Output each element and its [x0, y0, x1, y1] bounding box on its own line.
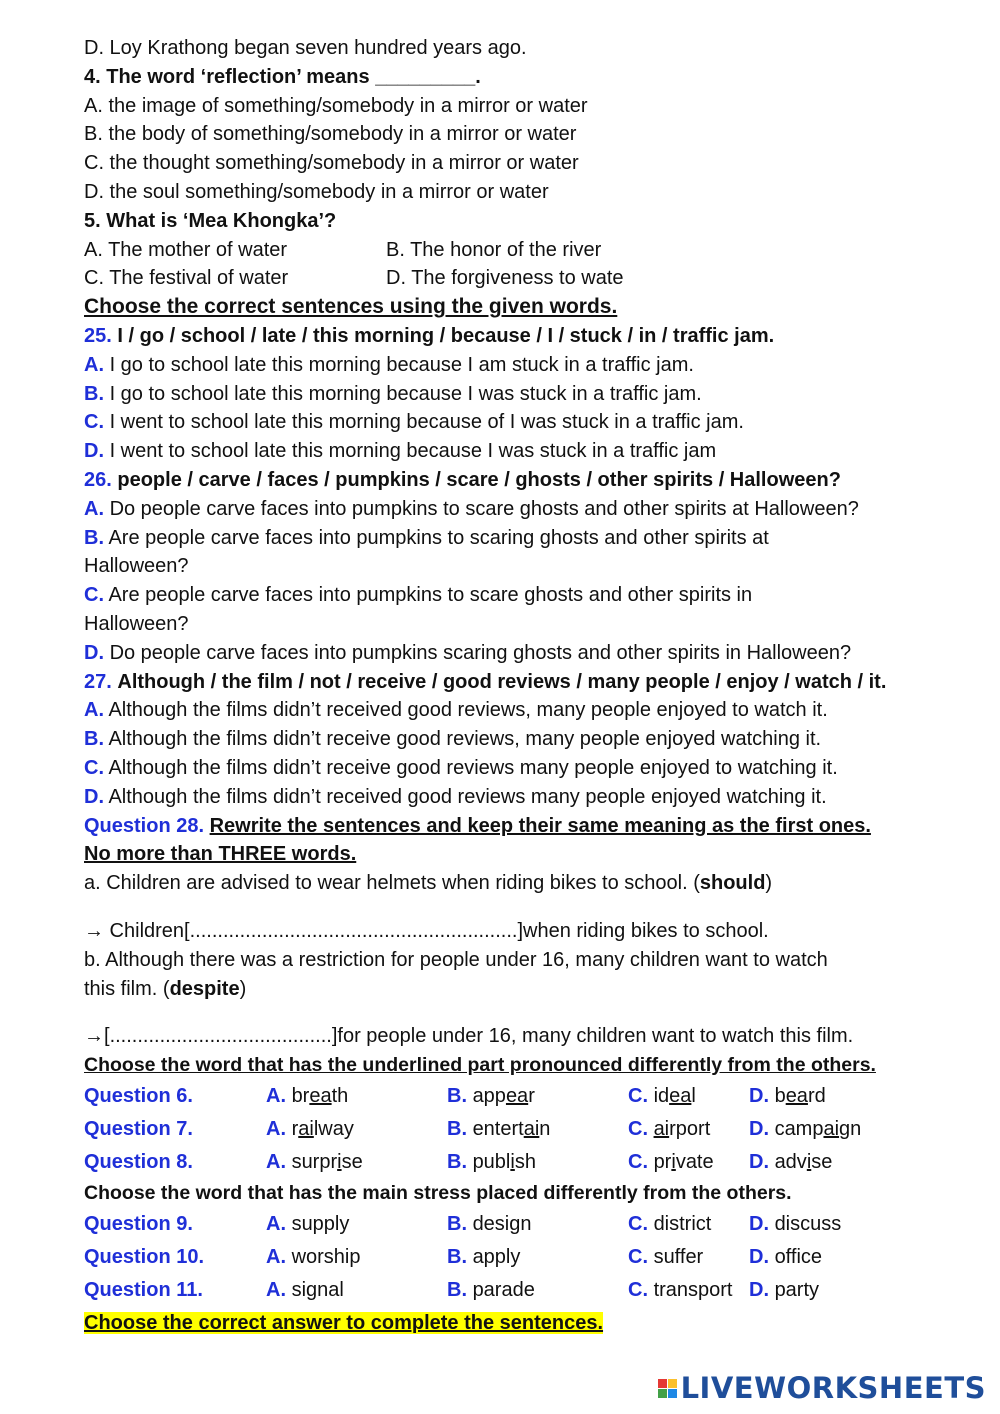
option-letter: D. — [84, 785, 104, 808]
option-text: Are people carve faces into pumpkins to scaring ghosts and other spirits at — [108, 526, 769, 549]
q26-number: 26. — [84, 468, 112, 491]
q5-option-b: B. The honor of the river — [386, 238, 602, 261]
q28-b-answer-line — [84, 1022, 924, 1051]
q28-a-sentence — [84, 869, 924, 898]
word-part-pre: adv — [774, 1150, 807, 1173]
final-heading: Choose the correct answer to complete the sentences. — [84, 1311, 604, 1334]
stress-question-row — [84, 1241, 924, 1274]
q25-prompt — [84, 322, 924, 351]
option-text: Are people carve faces into pumpkins to scare ghosts and other spirits in — [108, 584, 753, 607]
option-word: transport — [653, 1278, 733, 1301]
option-letter: B. — [447, 1212, 467, 1235]
pronunciation-option[interactable] — [749, 1113, 861, 1146]
q5-option-d: D. The forgiveness to wate — [386, 267, 624, 290]
stress-heading: Choose the word that has the main stress placed differently from the others. — [84, 1181, 792, 1204]
q27-option-c — [84, 754, 924, 783]
q4-option-a: A. the image of something/somebody in a mirror or water — [84, 94, 588, 117]
q28-instruction: Rewrite the sentences and keep their same meaning as the first ones. — [209, 814, 871, 837]
word-part-pre: entert — [472, 1117, 524, 1140]
option-letter: B. — [84, 728, 104, 751]
q28-b-sentence-continued — [84, 975, 924, 1004]
q5-options-row-2 — [84, 264, 924, 293]
q25-number: 25. — [84, 324, 112, 347]
pronunciation-option[interactable] — [749, 1080, 826, 1113]
option-letter: C. — [84, 756, 104, 779]
pronunciation-question-row — [84, 1146, 924, 1179]
logo-square-4 — [668, 1389, 677, 1398]
option-text: I go to school late this morning because I was stuck in a traffic jam. — [109, 382, 702, 405]
pronunciation-option[interactable] — [447, 1113, 550, 1146]
q4-option-b: B. the body of something/somebody in a mirror or water — [84, 123, 577, 146]
q27-prompt-text: Although / the film / not / receive / good reviews / many people / enjoy / watch / it. — [117, 670, 887, 693]
pronunciation-option[interactable] — [628, 1080, 696, 1113]
option-word: parade — [472, 1278, 535, 1301]
option-word: design — [472, 1212, 532, 1235]
word-part-post: r — [528, 1084, 535, 1107]
q27-option-d — [84, 783, 924, 812]
word-part-pre: b — [774, 1084, 786, 1107]
pronunciation-option[interactable] — [266, 1146, 363, 1179]
word-underlined-part: i — [337, 1150, 342, 1173]
final-heading-line — [84, 1309, 924, 1338]
option-word: apply — [472, 1245, 521, 1268]
word-part-pre: publ — [472, 1150, 511, 1173]
option-letter: B. — [447, 1150, 467, 1173]
pronunciation-option[interactable] — [447, 1080, 535, 1113]
option-text: Although the films didn’t receive good reviews, many people enjoyed watching it. — [108, 728, 822, 751]
stress-option[interactable] — [447, 1241, 520, 1274]
word-part-pre: surpr — [291, 1150, 338, 1173]
option-text: Although the films didn’t received good reviews, many people enjoyed to watch it. — [108, 699, 828, 722]
q28-a-answer-blank[interactable]: ........................................................... — [189, 919, 518, 942]
q28-a-answer-prefix: → Children[ — [84, 919, 190, 942]
option-letter: C. — [628, 1278, 648, 1301]
prev-question-option-d: D. Loy Krathong began seven hundred years ago. — [84, 37, 527, 59]
question-label: Question 7. — [84, 1117, 193, 1140]
option-word: signal — [291, 1278, 344, 1301]
q28-instruction-2: No more than THREE words. — [84, 843, 357, 866]
q25-option-d — [84, 437, 924, 466]
q25-option-c — [84, 408, 924, 437]
word-part-post: se — [341, 1150, 363, 1173]
stress-option[interactable] — [447, 1274, 535, 1307]
q28-b-sentence: b. Although there was a restriction for people under 16, many children want to watch — [84, 948, 828, 971]
q28-a-answer-line — [84, 917, 924, 946]
option-letter: B. — [84, 382, 104, 405]
option-letter: C. — [84, 584, 104, 607]
word-part-post: th — [331, 1084, 349, 1107]
stress-option[interactable] — [749, 1241, 822, 1274]
option-letter: D. — [749, 1150, 769, 1173]
q25-option-b — [84, 380, 924, 409]
word-part-post: gn — [839, 1117, 862, 1140]
q28-a-close: ) — [765, 872, 773, 895]
word-part-post: lway — [313, 1117, 354, 1140]
option-word: suffer — [653, 1245, 704, 1268]
q25-option-a — [84, 351, 924, 380]
q28-b-close: ) — [239, 977, 247, 1000]
pronunciation-option[interactable] — [628, 1146, 714, 1179]
option-letter: A. — [266, 1278, 286, 1301]
q26-option-d — [84, 639, 924, 668]
option-letter: C. — [628, 1150, 648, 1173]
stress-option[interactable] — [447, 1208, 532, 1241]
question-label: Question 11. — [84, 1278, 203, 1301]
q4-option-c: C. the thought something/somebody in a mirror or water — [84, 152, 579, 175]
q27-option-a — [84, 696, 924, 725]
pronunciation-option[interactable] — [266, 1113, 354, 1146]
word-part-post: se — [811, 1150, 833, 1173]
option-text: Although the films didn’t received good reviews many people enjoyed watching it. — [108, 785, 827, 808]
stress-option[interactable] — [628, 1208, 711, 1241]
option-text: Although the films didn’t receive good reviews many people enjoyed to watching it. — [108, 756, 838, 779]
logo-square-2 — [668, 1379, 677, 1388]
q28-a-answer-suffix: ]when riding bikes to school. — [517, 919, 769, 942]
word-underlined-part: ea — [505, 1084, 529, 1107]
word-part-pre: id — [653, 1084, 670, 1107]
q5-option-a: A. The mother of water — [84, 238, 288, 261]
stress-option[interactable] — [628, 1274, 733, 1307]
q5-stem: 5. What is ‘Mea Khongka’? — [84, 209, 337, 232]
option-word: supply — [291, 1212, 350, 1235]
option-word: worship — [291, 1245, 361, 1268]
option-letter: C. — [628, 1245, 648, 1268]
word-part-post: l — [691, 1084, 696, 1107]
word-part-post: rport — [669, 1117, 711, 1140]
option-word: district — [653, 1212, 712, 1235]
q4-stem: 4. The word ‘reflection’ means _________. — [84, 65, 481, 88]
option-text: I go to school late this morning because I am stuck in a traffic jam. — [109, 353, 694, 376]
word-part-post: sh — [514, 1150, 536, 1173]
liveworksheets-logo — [658, 1370, 986, 1406]
q5-option-c: C. The festival of water — [84, 267, 289, 290]
q26-prompt — [84, 466, 924, 495]
word-underlined-part: ea — [309, 1084, 332, 1107]
pronunciation-question-row — [84, 1080, 924, 1113]
word-underlined-part: i — [671, 1150, 676, 1173]
word-part-pre: br — [291, 1084, 310, 1107]
word-part-pre: pr — [653, 1150, 672, 1173]
word-underlined-part: ai — [523, 1117, 540, 1140]
option-word: party — [774, 1278, 820, 1301]
stress-question-row — [84, 1274, 924, 1307]
word-part-post: rd — [807, 1084, 826, 1107]
word-part-post: n — [539, 1117, 551, 1140]
pronunciation-option[interactable] — [628, 1113, 710, 1146]
stress-option[interactable] — [628, 1241, 703, 1274]
q27-prompt — [84, 668, 924, 697]
word-part-pre: app — [472, 1084, 506, 1107]
question-label: Question 8. — [84, 1150, 193, 1173]
option-letter: D. — [84, 440, 104, 463]
option-letter: A. — [266, 1212, 286, 1235]
word-underlined-part: ea — [785, 1084, 808, 1107]
word-underlined-part: ea — [669, 1084, 692, 1107]
q27-option-b — [84, 725, 924, 754]
option-letter: D. — [84, 641, 104, 664]
q26-option-a — [84, 495, 924, 524]
q26-option-c — [84, 581, 924, 610]
q26-option-b — [84, 524, 924, 553]
option-letter: C. — [628, 1117, 648, 1140]
option-word: office — [774, 1245, 823, 1268]
stress-option[interactable] — [749, 1208, 841, 1241]
q28-b-answer-blank[interactable]: ........................................ — [109, 1025, 332, 1048]
q4-option-d: D. the soul something/somebody in a mirror or water — [84, 180, 549, 203]
option-letter: D. — [749, 1245, 769, 1268]
q28-label: Question 28. — [84, 814, 205, 837]
word-part-pre: camp — [774, 1117, 824, 1140]
section-heading-sentences: Choose the correct sentences using the given words. — [84, 295, 618, 319]
q28-b-keyword: despite — [169, 977, 240, 1000]
option-letter: A. — [84, 699, 104, 722]
worksheet-page — [84, 34, 924, 1337]
option-letter: A. — [266, 1245, 286, 1268]
q28-a-text: a. Children are advised to wear helmets when riding bikes to school. ( — [84, 872, 700, 895]
q26-option-c-continued: Halloween? — [84, 612, 189, 635]
option-text: I went to school late this morning because of I was stuck in a traffic jam. — [109, 411, 744, 434]
option-letter: B. — [447, 1084, 467, 1107]
option-letter: D. — [749, 1117, 769, 1140]
option-text: I went to school late this morning because I was stuck in a traffic jam — [109, 440, 717, 463]
q5-options-row-1 — [84, 236, 924, 265]
question-label: Question 6. — [84, 1084, 193, 1107]
option-letter: C. — [84, 411, 104, 434]
option-letter: C. — [628, 1212, 648, 1235]
q28-b-answer-prefix: →[ — [84, 1025, 110, 1048]
liveworksheets-logo-icon — [658, 1379, 677, 1398]
pronunciation-heading: Choose the word that has the underlined part pronounced differently from the others. — [84, 1054, 876, 1077]
q28-heading — [84, 812, 924, 841]
word-part-post: vate — [675, 1150, 714, 1173]
option-letter: C. — [628, 1084, 648, 1107]
stress-option[interactable] — [749, 1274, 819, 1307]
logo-square-3 — [658, 1389, 667, 1398]
option-letter: D. — [749, 1212, 769, 1235]
option-letter: B. — [447, 1245, 467, 1268]
q26-option-b-continued: Halloween? — [84, 555, 189, 578]
pronunciation-option[interactable] — [447, 1146, 536, 1179]
stress-question-row — [84, 1208, 924, 1241]
stress-option[interactable] — [266, 1241, 360, 1274]
option-word: discuss — [774, 1212, 842, 1235]
pronunciation-option[interactable] — [749, 1146, 832, 1179]
option-text: Do people carve faces into pumpkins to scare ghosts and other spirits at Halloween? — [109, 497, 859, 520]
option-letter: B. — [447, 1278, 467, 1301]
pronunciation-questions — [84, 1080, 924, 1179]
option-letter: D. — [749, 1084, 769, 1107]
stress-option[interactable] — [266, 1208, 349, 1241]
word-underlined-part: i — [806, 1150, 812, 1173]
q27-number: 27. — [84, 670, 112, 693]
option-letter: A. — [84, 497, 104, 520]
liveworksheets-logo-text: LIVEWORKSHEETS — [680, 1371, 986, 1405]
word-part-pre: r — [291, 1117, 299, 1140]
option-letter: B. — [447, 1117, 467, 1140]
option-letter: A. — [266, 1084, 286, 1107]
word-underlined-part: i — [510, 1150, 515, 1173]
stress-questions — [84, 1208, 924, 1307]
word-underlined-part: ai — [298, 1117, 314, 1140]
option-letter: B. — [84, 526, 104, 549]
option-letter: A. — [84, 353, 104, 376]
q28-b-text: this film. ( — [84, 977, 170, 1000]
logo-square-1 — [658, 1379, 667, 1388]
q28-b-answer-suffix: ]for people under 16, many children want to watch this film. — [331, 1025, 854, 1048]
word-underlined-part: ai — [653, 1117, 670, 1140]
q26-prompt-text: people / carve / faces / pumpkins / scare / ghosts / other spirits / Halloween? — [117, 468, 841, 491]
pronunciation-question-row — [84, 1113, 924, 1146]
option-letter: D. — [749, 1278, 769, 1301]
option-letter: A. — [266, 1117, 286, 1140]
question-label: Question 10. — [84, 1245, 205, 1268]
option-text: Do people carve faces into pumpkins scaring ghosts and other spirits in Halloween? — [109, 641, 852, 664]
question-label: Question 9. — [84, 1212, 193, 1235]
q28-a-keyword: should — [699, 872, 766, 895]
word-underlined-part: ai — [823, 1117, 840, 1140]
q25-prompt-text: I / go / school / late / this morning / because / I / stuck / in / traffic jam. — [117, 324, 775, 347]
stress-option[interactable] — [266, 1274, 344, 1307]
option-letter: A. — [266, 1150, 286, 1173]
pronunciation-option[interactable] — [266, 1080, 348, 1113]
